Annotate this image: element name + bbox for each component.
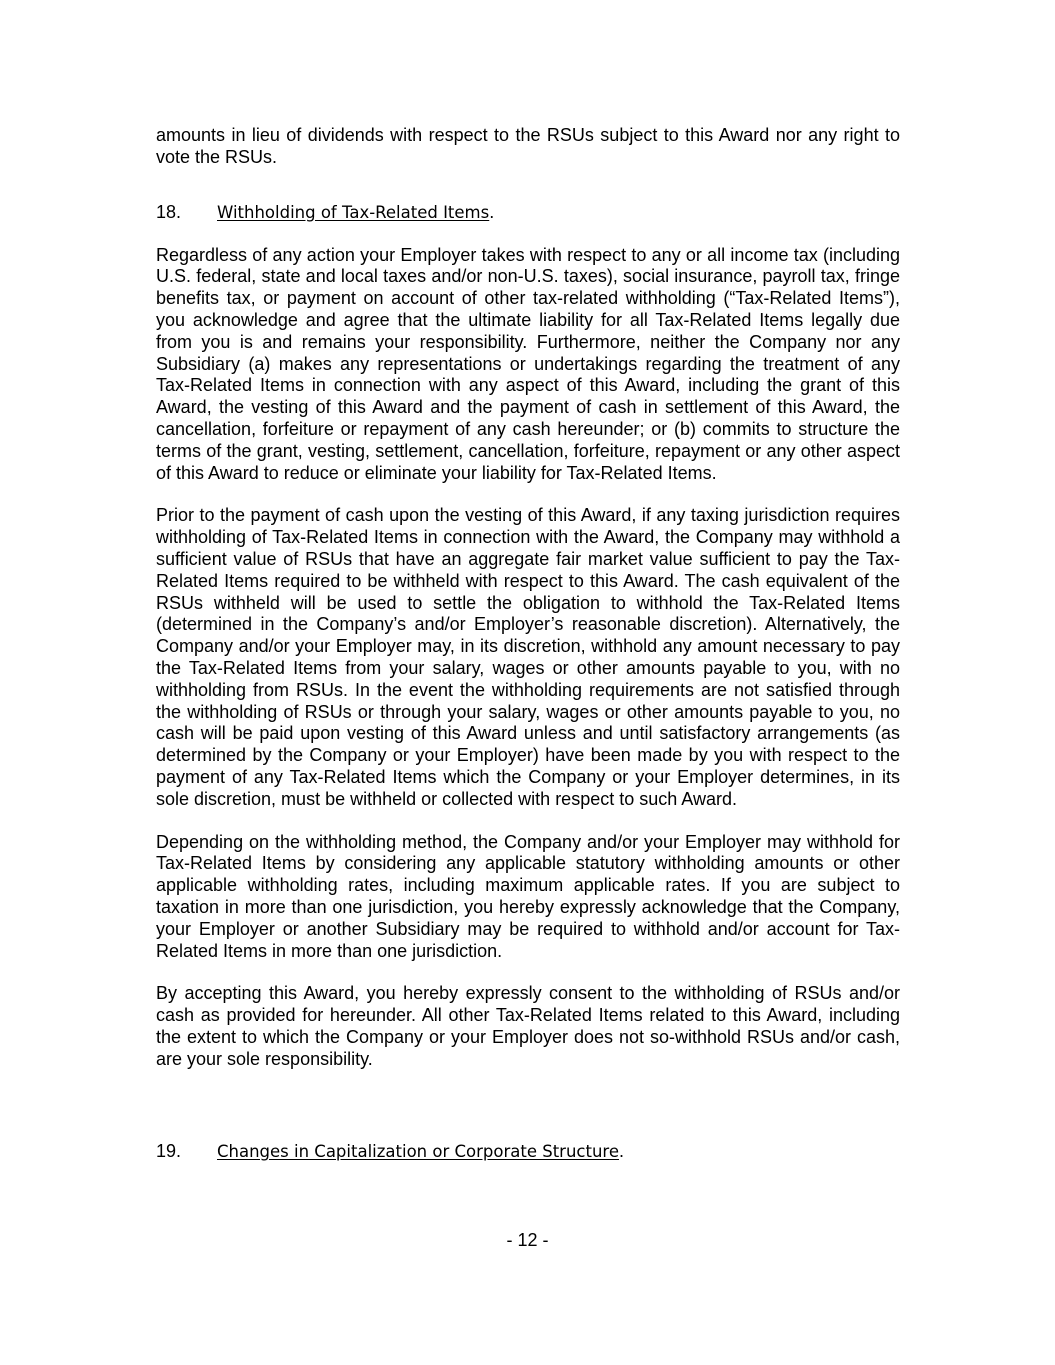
section-18-heading — [156, 201, 900, 224]
section-18-title: Withholding of Tax-Related Items — [217, 202, 490, 222]
section-19-title-period: . — [618, 1141, 624, 1161]
section-18-title-period: . — [489, 201, 495, 222]
section-19-title: Changes in Capitalization or Corporate Structure — [217, 1142, 619, 1161]
section-19-title-wrap — [217, 1140, 624, 1163]
section-18-paragraph-4: By accepting this Award, you hereby expressly consent to the withholding of RSUs and/or cash as provided for hereunder. All other Tax-Related Items related to this Award, including the extent to which the Company or your Employer does not so-withhold RSUs and/or cash, are your sole responsibility. — [156, 983, 900, 1069]
section-19-heading — [156, 1140, 624, 1163]
section-18-paragraph-2: Prior to the payment of cash upon the vesting of this Award, if any taxing jurisdiction requires withholding of Tax-Related Items in connection with the Award, the Company may withhold a sufficient value of RSUs that have an aggregate fair market value sufficient to pay the Tax-Related Items required to be withheld with respect to this Award. The cash equivalent of the RSUs withheld will be used to settle the obligation to withhold the Tax-Related Items (determined in the Company’s and/or Employer’s reasonable discretion). Alternatively, the Company and/or your Employer may, in its discretion, withhold any amount necessary to pay the Tax-Related Items from your salary, wages or other amounts payable to you, with no withholding from RSUs. In the event the withholding requirements are not satisfied through the withholding of RSUs or through your salary, wages or other amounts payable to you, no cash will be paid upon vesting of this Award unless and until satisfactory arrangements (as determined by the Company or your Employer) have been made by you with respect to the payment of any Tax-Related Items which the Company or your Employer determines, in its sole discretion, must be withheld or collected with respect to such Award. — [156, 505, 900, 809]
intro-paragraph: amounts in lieu of dividends with respect to the RSUs subject to this Award nor any right to vote the RSUs. — [156, 125, 900, 167]
section-18-paragraph-3: Depending on the withholding method, the Company and/or your Employer may withhold for Tax-Related Items by considering any applicable statutory withholding amounts or other applicable withholding rates, including maximum applicable rates. If you are subject to taxation in more than one jurisdiction, you hereby expressly acknowledge that the Company, your Employer or another Subsidiary may be required to withhold and/or account for Tax-Related Items in more than one jurisdiction. — [156, 831, 900, 961]
document-page — [156, 125, 900, 1161]
section-18-number: 18. — [156, 201, 182, 222]
section-19-number: 19. — [156, 1141, 182, 1161]
section-18-paragraph-1: Regardless of any action your Employer takes with respect to any or all income tax (including U.S. federal, state and local taxes and/or non-U.S. taxes), social insurance, payroll tax, fringe benefits tax, or payment on account of other tax-related withholding (“Tax-Related Items”), you acknowledge and agree that the ultimate liability for all Tax-Related Items legally due from you is and remains your responsibility. Furthermore, neither the Company nor any Subsidiary (a) makes any representations or undertakings regarding the treatment of any Tax-Related Items in connection with any aspect of this Award, including the grant of this Award, the vesting of this Award and the payment of cash in settlement of this Award, the cancellation, forfeiture or repayment of any cash hereunder; or (b) commits to structure the terms of the grant, vesting, settlement, cancellation, forfeiture, repayment or any other aspect of this Award to reduce or eliminate your liability for Tax-Related Items. — [156, 244, 900, 483]
section-18-title-wrap — [217, 201, 494, 224]
page-number: - 12 - — [506, 1230, 549, 1250]
